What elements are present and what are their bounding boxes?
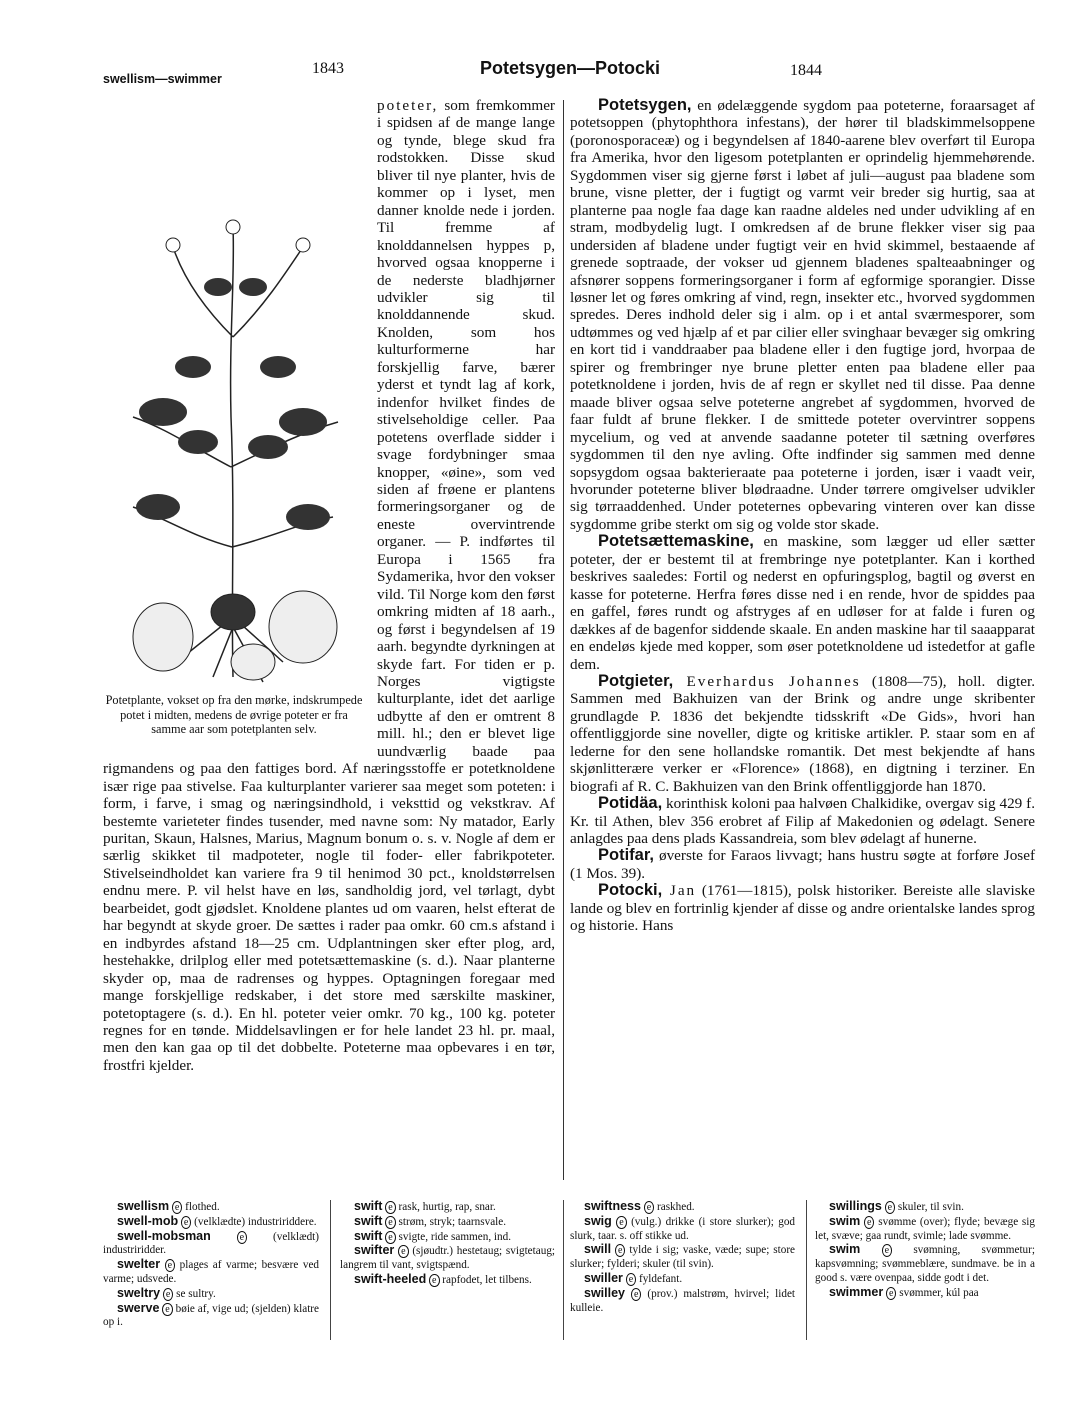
english-marker-icon: e — [385, 1201, 395, 1214]
entry-text: en ødelæggende sygdom paa poteterne, foraarsaget af potetsoppen (phytophthora infestans), der hører til bladskimmelsoppene (poronosporaceæ) og i begyndelsen af 1840-aarene blev overført til Europa fra Amerika, hvor den ligesom potetplanten er oprindelig hjemmehørende. Sygdommen viser sig gjerne først i løbet af juli—august paa bladene som brune, visne pletter, der i fugtigt og varmt veir breder sig hurtig, saa at planterne paa nogle faa dage kan raadne aldeles ned under udvikling af en stram, modbydelig lugt. I omkredsen af de brune flekker viser sig paa undersiden af bladene under fugtigt veir en hvid skimmel, bestaaende af grenede soptraade, der vokser ud gjennem bladenes spalteaabninger og afsnører soppens formeringsorganer i form af egformige sporangier. Disse løsner let og føres omkring af vind, regn, insekter etc., hvorved sygdommen spredes. Deres indhold deler sig i alm. op i et antal sværmesporer, som udtømmes og ved hjælp af et par cilier eller svinghaar bevæger sig omkring en kort tid i vanddraaber paa bladene eller i den fugtige jord, hvorpaa de spirer og frembringer nye brune pletter enten paa bladene eller paa potetknoldene i jorden, hvis de af regn er skyllet ned til disse. Paa denne maade bliver ogsaa selve poteterne angrebet af sygdommen, hvorved de faar fuldt af brune flekker. I de smittede poteter overvintrer soppens mycelium, og ved at anvende saadanne poteter til sætning overføres sygdommen til den nye avling. Ofte indfinder sig sammen med denne sopsygdom ogsaa bakterieraate paa poteterne i jorden, især i vaadt veir, hvorunder poteterne bliver blødraadne. Under tørrere omgivelser udvikler sig tørraaddenhed. Under poteternes opbevaring vinteren over kan disse sygdomme gribe sterkt om sig og volde stor skade. — [570, 97, 1035, 533]
footer-definition: svømning, svømmetur; kapsvømning; svømmeblære, sundmave. be in a good s. være ovenpaa, sidde godt i det. — [815, 1244, 1035, 1284]
footer-term: swell-mob — [117, 1213, 179, 1228]
footer-entry — [103, 1200, 319, 1215]
footer-entry — [570, 1272, 795, 1287]
footer-entry — [103, 1302, 319, 1331]
entry-term: Potidäa, — [598, 794, 663, 813]
entry-text: korinthisk koloni paa halvøen Chalkidike, overgav sig 429 f. Kr. til Athen, blev 356 erobret af Filip af Makedonien og ødelagt. Senere anlagdes paa dens plads Kassandreia, som blev ødelagt af hunerne. — [570, 795, 1035, 848]
english-marker-icon: e — [864, 1216, 874, 1229]
continued-word: poteter, — [377, 97, 439, 114]
footer-column-1 — [103, 1200, 319, 1330]
footer-entry — [340, 1215, 555, 1230]
footer-definition: (vulg.) drikke (i store slurker); god slurk, taar. s. off stikke ud. — [570, 1215, 796, 1242]
footer-term: swerve — [117, 1300, 160, 1315]
entry-name: Jan — [662, 882, 697, 900]
entry-potocki — [570, 882, 1035, 934]
english-marker-icon: e — [616, 1216, 626, 1229]
english-marker-icon: e — [181, 1216, 191, 1229]
entry-term: Potocki, — [598, 881, 663, 900]
footer-entry — [103, 1230, 319, 1259]
footer-entry — [340, 1230, 555, 1245]
entry-potetsygen — [570, 97, 1035, 533]
article-text: som fremkommer i spidsen af de mange lange og tynde, blege skud fra rodstokken. Disse skud bliver til nye planter, hvis de kommer op i lyset, men danner knolde nede i jorden. Til fremme af knolddannelsen hyppes p, hvorved ogsaa knopperne i de nederste bladhjørner udvikler sig til knolddannende skud. Knolden, som hos kulturformerne har forskjellig farve, bærer yderst et tyndt lag af kork, indenfor hvilket findes de stivelseholdige celler. Paa potetens overflade sidder i svage fordybninger smaa knopper, «øine», som ved siden af frøene er plantens formeringsorganer og de eneste overvintrende organer. — P. indførtes til Europa i 1565 fra Sydamerika, hvor den vokser vild. Til Norge kom den først omkring midten af 18 aarh., og først i begyndelsen af 19 aarh. begyndte dyrkningen at skyde fart. For tiden er p. Norges vigtigste kulturplante, idet det aarlige udbytte af den er omtrent 8 mill. hl.; den er blevet lige uundværlig baade paa rigmandens og paa den fattiges bord. Af næringsstoffe er potetknoldene især rige paa stivelse. Faa kulturplanter varierer saa meget som poteten: i form, i farve, i smag og næringsindhold, i veksttid og vekstkrav. Af bestemte varieteter findes tusender, med navne som: Ny matador, Early puritan, Skaun, Halsnes, Marius, Magnum bonum o. s. v. Nogle af dem er særlig skikket til madpoteter, nogle til foder- eller fabrikpoteter. Stivelseindholdet kan variere fra 9 til henimod 30 pct., knoldstørrelsen endnu mere. P. vil helst have en løs, sandholdig jord, vel tørlagt, dybt bearbeidet, godt gjødslet. Knoldene plantes ud om vaaren, helst efterat de har begyndt at skyde groer. De sættes i rader paa omkr. 60 cm.s afstand i en indbyrdes afstand 18—25 cm. Udplantningen sker efter plog, ard, hestehakke, drilplog eller med potetsættemaskine (s. d.). Naar planterne skyder op, maa de radrenses og hyppes. Optagningen foregaar med mange forskjellige redskaber, i det store med særskilte maskiner, potetoptagere (s. d.). En hl. poteter veier omkr. 70 kg., 100 kg. poteter regnes for en tønde. Middelsavlingen er for hele landet 23 hl. pr. maal, men den kan gaa op til det dobbelte. Poteterne maa opbevares i en tør, frostfri kjelder. — [103, 97, 555, 1074]
entry-term: Potifar, — [598, 846, 654, 865]
footer-entry — [815, 1286, 1035, 1301]
footer-term: swim — [829, 1213, 861, 1228]
footer-term: sweltry — [117, 1285, 161, 1300]
footer-divider — [563, 1200, 564, 1340]
footer-entry — [570, 1287, 795, 1316]
english-marker-icon: e — [886, 1287, 896, 1300]
entry-text: (1808—75), holl. digter. Sammen med Bakhuizen van der Brink og andre unge skribenter grundlagde P. 1836 det bekjendte tidsskrift «De Gids», hvori han offentliggjorde sine noveller, digte og kritiske artikler. P. staar som en af lederne for den sene hollandske romantik. Det mest bekjendte af hans skjønlitterære verker er «Florence» (1868), en digtning i terziner. En biografi af R. C. Bakhuizen van den Brink offentliggjorde han 1870. — [570, 672, 1035, 795]
entry-potetsaettemaskine — [570, 533, 1035, 673]
footer-entry — [340, 1200, 555, 1215]
entry-text: (1761—1815), polsk historiker. Bereiste alle slaviske lande og blev en fortrinlig kjender af disse og andre orientalske landes sprog og historie. Hans — [570, 882, 1035, 935]
english-marker-icon: e — [385, 1216, 395, 1229]
english-marker-icon: e — [237, 1231, 247, 1244]
potato-plant-illustration — [103, 217, 365, 687]
footer-definition: (sjøudtr.) hestetaug; svigtetaug; langrem til vant, svigtspænd. — [340, 1245, 556, 1272]
footer-term: swilley — [584, 1285, 625, 1300]
footer-entry — [570, 1215, 795, 1244]
figure-caption: Potetplante, vokset op fra den mørke, indskrumpede potet i midten, medens de øvrige poteter er fra samme aar som potetplanten selv. — [105, 693, 363, 736]
english-marker-icon: e — [882, 1244, 892, 1257]
footer-entry — [103, 1258, 319, 1287]
english-marker-icon: e — [615, 1244, 625, 1257]
footer-entry — [815, 1243, 1035, 1285]
english-marker-icon: e — [398, 1245, 408, 1258]
footer-definition: svigte, ride sammen, ind. — [398, 1230, 512, 1243]
footer-definition: raskhed. — [657, 1201, 695, 1213]
footer-divider — [330, 1200, 331, 1340]
footer-divider — [806, 1200, 807, 1340]
left-column — [103, 97, 555, 1074]
english-marker-icon: e — [165, 1259, 175, 1272]
header-guide-words: swellism—swimmer — [103, 72, 222, 86]
footer-column-4 — [815, 1200, 1035, 1301]
entry-term: Potgieter, — [598, 671, 674, 690]
page-number-right: 1844 — [790, 62, 822, 79]
footer-term: swellism — [117, 1199, 170, 1213]
footer-entry — [340, 1244, 555, 1273]
english-marker-icon: e — [385, 1231, 395, 1244]
footer-term: swift — [354, 1228, 383, 1243]
english-marker-icon: e — [162, 1303, 172, 1316]
footer-entry — [103, 1215, 319, 1230]
footer-term: swift-heeled — [354, 1271, 427, 1286]
footer-definition: se sultry. — [176, 1287, 216, 1300]
entry-text: en maskine, som lægger ud eller sætter poteter, der er bestemt til at frembringe nye potetplanter. Kan i korthed beskrives saaledes: Fortil og nederst en opfuringsplog, bagtil og øverst en kasse for poteterne. Herfra føres disse ned i en rende, hvor de spiddes paa en gaffel, føres rundt og afstryges af en udløser for at falde i furen og dækkes af de bagenfor siddende skaale. En anden maskine har til saaapparat en endeløs kjede med kopper, som øser potetknoldene ud istedetfor at gafle dem. — [570, 533, 1035, 673]
footer-definition: bøie af, vige ud; (sjelden) klatre op i. — [103, 1302, 319, 1329]
footer-term: swig — [584, 1213, 612, 1228]
footer-term: swill — [584, 1242, 612, 1257]
footer-entry — [815, 1200, 1035, 1215]
footer-term: swell-mobsman — [117, 1228, 211, 1243]
footer-definition: (velklædt) industriridder. — [103, 1230, 320, 1257]
english-marker-icon: e — [626, 1273, 636, 1286]
footer-definition: flothed. — [185, 1201, 220, 1213]
footer-entry — [340, 1273, 555, 1288]
footer-definition: skuler, til svin. — [897, 1201, 964, 1213]
footer-column-3 — [570, 1200, 795, 1315]
footer-term: swift — [354, 1213, 383, 1228]
page-number-left: 1843 — [312, 60, 344, 77]
footer-term: swimmer — [829, 1284, 884, 1299]
footer-definition: plages af varme; besvære ved varme; udsvede. — [103, 1259, 320, 1285]
english-marker-icon: e — [163, 1288, 173, 1301]
entry-name: Everhardus Johannes — [673, 672, 861, 690]
entry-potidaa — [570, 795, 1035, 847]
entry-text: øverste for Faraos livvagt; hans hustru søgte at forføre Josef (1 Mos. 39). — [570, 847, 1035, 882]
english-marker-icon: e — [644, 1201, 654, 1214]
footer-term: swiller — [584, 1270, 623, 1285]
footer-entry — [103, 1287, 319, 1302]
footer-term: swiftness — [584, 1199, 641, 1213]
footer-definition: strøm, stryk; taarnsvale. — [398, 1215, 507, 1228]
english-marker-icon: e — [172, 1201, 182, 1214]
footer-term: swelter — [117, 1257, 161, 1272]
footer-term: swifter — [354, 1243, 395, 1258]
right-column — [570, 97, 1035, 935]
footer-definition: svømme (over); flyde; bevæge sig let, svæve; gaa rundt, svimle; lade svømme. — [815, 1215, 1035, 1242]
footer-definition: svømmer, kúl paa — [899, 1286, 979, 1299]
footer-column-2 — [340, 1200, 555, 1288]
footer-term: swim — [829, 1242, 861, 1257]
footer-definition: fyldefant. — [638, 1272, 683, 1285]
footer-entry — [570, 1200, 795, 1215]
entry-potifar — [570, 847, 1035, 882]
entry-potgieter — [570, 673, 1035, 795]
footer-definition: rask, hurtig, rap, snar. — [398, 1201, 496, 1213]
footer-definition: (prov.) malstrøm, hvirvel; lidet kulleie. — [570, 1287, 796, 1314]
column-divider — [563, 100, 564, 1180]
footer-definition: rapfodet, let tilbens. — [442, 1273, 532, 1286]
english-marker-icon: e — [631, 1288, 641, 1301]
footer-term: swillings — [829, 1199, 882, 1213]
footer-term: swift — [354, 1199, 383, 1213]
footer-definition: tylde i sig; vaske, væde; supe; store slurker; fylderi; skuler (til svin). — [570, 1244, 796, 1271]
page-title: Potetsygen—Potocki — [480, 58, 661, 78]
footer-entry — [815, 1215, 1035, 1244]
entry-term: Potetsygen, — [598, 96, 692, 114]
footer-entry — [570, 1243, 795, 1272]
english-marker-icon: e — [429, 1274, 439, 1287]
potato-plant-figure — [103, 99, 371, 747]
footer-definition: (velklædte) industririddere. — [194, 1215, 317, 1228]
entry-term: Potetsættemaskine, — [598, 532, 754, 551]
english-marker-icon: e — [885, 1201, 895, 1214]
